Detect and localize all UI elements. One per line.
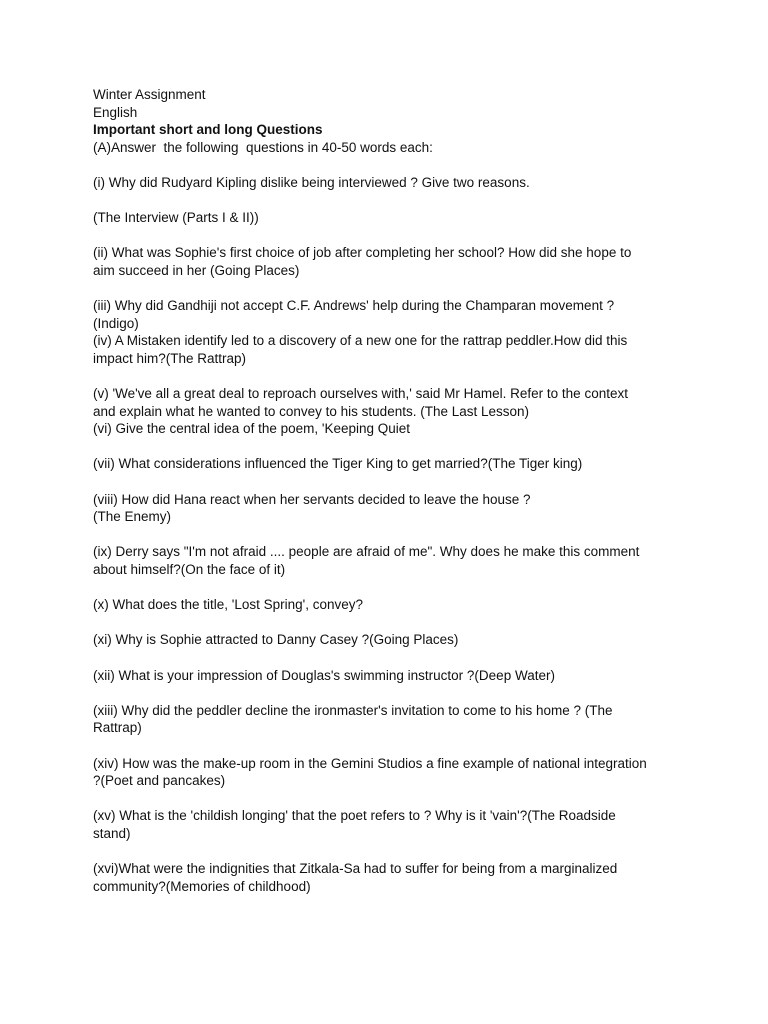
question-line: (v) 'We've all a great deal to reproach ourselves with,' said Mr Hamel. Refer to the context <box>93 386 628 402</box>
question-line: ?(Poet and pancakes) <box>93 773 226 789</box>
instruction-text: (A)Answer the following questions in 40-50 words each: <box>93 139 433 155</box>
question-block <box>93 455 693 473</box>
question-line: (x) What does the title, 'Lost Spring', convey? <box>93 597 364 613</box>
question-line: stand) <box>93 825 131 841</box>
spacer <box>93 737 693 755</box>
question-block <box>93 385 693 438</box>
question-block <box>93 491 693 526</box>
question-line: (ix) Derry says "I'm not afraid .... people are afraid of me". Why does he make this comment <box>93 544 640 560</box>
document-page <box>93 86 693 895</box>
question-line: (xi) Why is Sophie attracted to Danny Casey ?(Going Places) <box>93 632 459 648</box>
question-block <box>93 297 693 367</box>
question-line: (iii) Why did Gandhiji not accept C.F. Andrews' help during the Champaran movement ? <box>93 298 615 314</box>
question-line: community?(Memories of childhood) <box>93 878 311 894</box>
question-line: (ii) What was Sophie's first choice of job after completing her school? How did she hope to <box>93 245 632 261</box>
question-line: and explain what he wanted to convey to his students. (The Last Lesson) <box>93 403 530 419</box>
question-line: (The Interview (Parts I & II)) <box>93 210 259 226</box>
spacer <box>93 579 693 597</box>
question-line: (xvi)What were the indignities that Zitkala-Sa had to suffer for being from a marginalized <box>93 861 618 877</box>
question-line: impact him?(The Rattrap) <box>93 350 247 366</box>
question-line: (Indigo) <box>93 315 139 331</box>
spacer <box>93 280 693 298</box>
question-block <box>93 543 693 578</box>
question-block <box>93 244 693 279</box>
question-block <box>93 755 693 790</box>
question-block <box>93 209 693 227</box>
question-block <box>93 667 693 685</box>
spacer <box>93 684 693 702</box>
question-block <box>93 807 693 842</box>
question-line: (viii) How did Hana react when her servants decided to leave the house ? <box>93 491 531 507</box>
spacer <box>93 473 693 491</box>
question-line: aim succeed in her (Going Places) <box>93 262 300 278</box>
spacer <box>93 438 693 456</box>
section-heading: Important short and long Questions <box>93 122 323 138</box>
spacer <box>93 192 693 210</box>
spacer <box>93 227 693 245</box>
spacer <box>93 843 693 861</box>
question-line: about himself?(On the face of it) <box>93 562 286 578</box>
question-block <box>93 174 693 192</box>
question-block <box>93 631 693 649</box>
question-line: (xv) What is the 'childish longing' that the poet refers to ? Why is it 'vain'?(The Roadside <box>93 808 616 824</box>
question-list <box>93 174 693 895</box>
question-line: (vii) What considerations influenced the Tiger King to get married?(The Tiger king) <box>93 456 583 472</box>
question-line: (xiv) How was the make-up room in the Gemini Studios a fine example of national integration <box>93 755 647 771</box>
subject-name: English <box>93 104 138 120</box>
spacer <box>93 368 693 386</box>
question-line: (vi) Give the central idea of the poem, 'Keeping Quiet <box>93 421 410 437</box>
question-line: Rattrap) <box>93 720 142 736</box>
spacer <box>93 526 693 544</box>
question-block <box>93 702 693 737</box>
question-line: (iv) A Mistaken identify led to a discovery of a new one for the rattrap peddler.How did this <box>93 333 628 349</box>
question-block <box>93 860 693 895</box>
spacer <box>93 790 693 808</box>
question-block <box>93 596 693 614</box>
assignment-title: Winter Assignment <box>93 87 206 102</box>
spacer <box>93 649 693 667</box>
question-line: (xiii) Why did the peddler decline the ironmaster's invitation to come to his home ? (The <box>93 702 613 718</box>
question-line: (i) Why did Rudyard Kipling dislike being interviewed ? Give two reasons. <box>93 174 530 190</box>
spacer <box>93 614 693 632</box>
question-line: (The Enemy) <box>93 509 172 525</box>
question-line: (xii) What is your impression of Douglas's swimming instructor ?(Deep Water) <box>93 667 555 683</box>
spacer <box>93 156 693 174</box>
